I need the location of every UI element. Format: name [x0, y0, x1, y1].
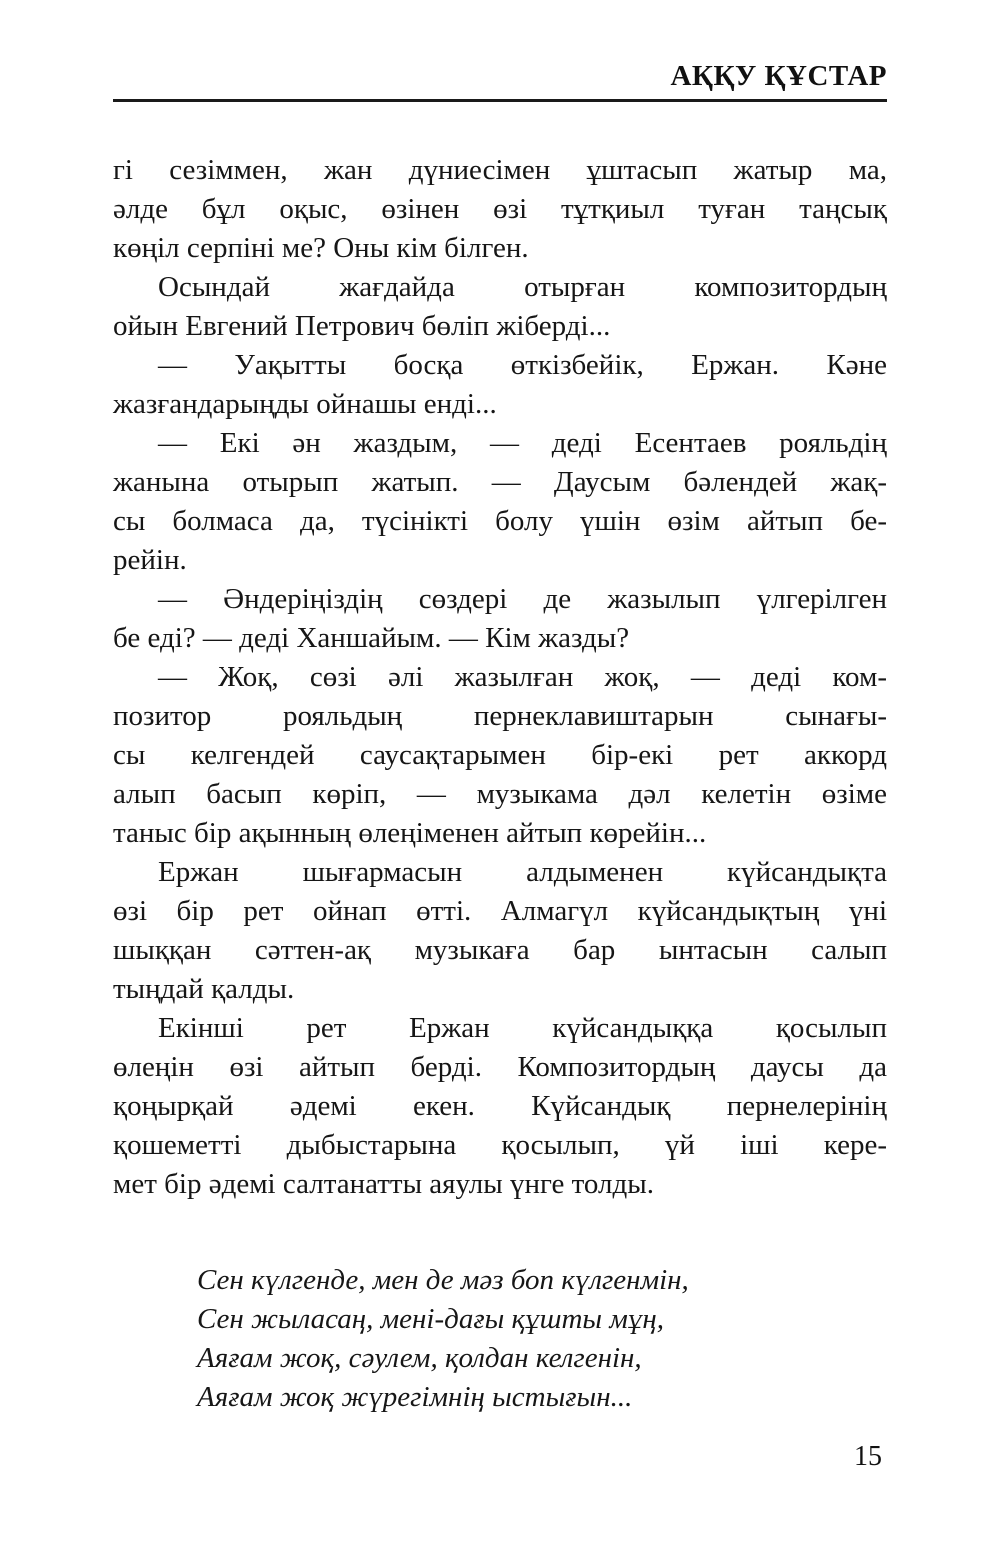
- text-line: алып басып көріп, — музыкама дәл келетін өзіме: [113, 778, 887, 810]
- text-line: рейін.: [113, 544, 187, 576]
- text-line: шыққан сәттен-ақ музыкаға бар ынтасын салып: [113, 934, 887, 966]
- text-line: өзі бір рет ойнап өтті. Алмагүл күйсандықтың үні: [113, 895, 887, 927]
- text-line: тыңдай қалды.: [113, 973, 295, 1005]
- text-line: позитор рояльдың пернеклавиштарын сынағы-: [113, 700, 887, 732]
- poem-line: Сен күлгенде, мен де мәз боп күлгенмін,: [197, 1264, 689, 1296]
- text-line: бе еді? — деді Ханшайым. — Кім жазды?: [113, 622, 630, 654]
- text-line: мет бір әдемі салтанатты аяулы үнге толды.: [113, 1168, 654, 1200]
- text-line: қошеметті дыбыстарына қосылып, үй іші кере-: [113, 1129, 887, 1161]
- text-line: қоңырқай әдемі екен. Күйсандық пернелерінің: [113, 1090, 887, 1122]
- text-line: Екінші рет Ержан күйсандыққа қосылып: [158, 1012, 887, 1044]
- text-line: өлеңін өзі айтып берді. Композитордың даусы да: [113, 1051, 887, 1083]
- poem-line: Аяғам жоқ жүрегімнің ыстығын...: [197, 1381, 633, 1413]
- text-line: Осындай жағдайда отырған композитордың: [158, 271, 887, 303]
- text-line: жазғандарыңды ойнашы енді...: [113, 388, 497, 420]
- poem: [197, 1261, 887, 1417]
- text-line: әлде бұл оқыс, өзінен өзі тұтқиыл туған таңсық: [113, 193, 887, 225]
- text-line: ойын Евгений Петрович бөліп жіберді...: [113, 310, 611, 342]
- text-line: таныс бір ақынның өлеңіменен айтып көрейін...: [113, 817, 707, 849]
- page-number: 15: [854, 1441, 882, 1472]
- text-line: — Уақытты босқа өткізбейік, Ержан. Кәне: [158, 349, 887, 381]
- text-line: Ержан шығармасын алдыменен күйсандықта: [158, 856, 887, 888]
- poem-line: Аяғам жоқ, сәулем, қолдан келгенін,: [197, 1342, 642, 1374]
- text-line: — Екі ән жаздым, — деді Есентаев рояльдің: [158, 427, 887, 459]
- text-line: сы болмаса да, түсінікті болу үшін өзім айтып бе-: [113, 505, 887, 537]
- header-rule: [113, 99, 887, 102]
- text-line: көңіл серпіні ме? Оны кім білген.: [113, 232, 529, 264]
- body-text: [113, 151, 887, 1417]
- text-line: — Әндеріңіздің сөздері де жазылып үлгерілген: [158, 583, 887, 615]
- text-line: сы келгендей саусақтарымен бір-екі рет аккорд: [113, 739, 887, 771]
- poem-line: Сен жыласаң, мені-дағы құшты мұң,: [197, 1303, 664, 1335]
- chapter-title: АҚҚУ ҚҰСТАР: [670, 60, 887, 92]
- text-line: жанына отырып жатып. — Даусым бәлендей жақ-: [113, 466, 887, 498]
- text-line: гі сезіммен, жан дүниесімен ұштасып жатыр ма,: [113, 154, 887, 186]
- running-head: [113, 60, 887, 93]
- text-line: — Жоқ, сөзі әлі жазылған жоқ, — деді ком-: [158, 661, 887, 693]
